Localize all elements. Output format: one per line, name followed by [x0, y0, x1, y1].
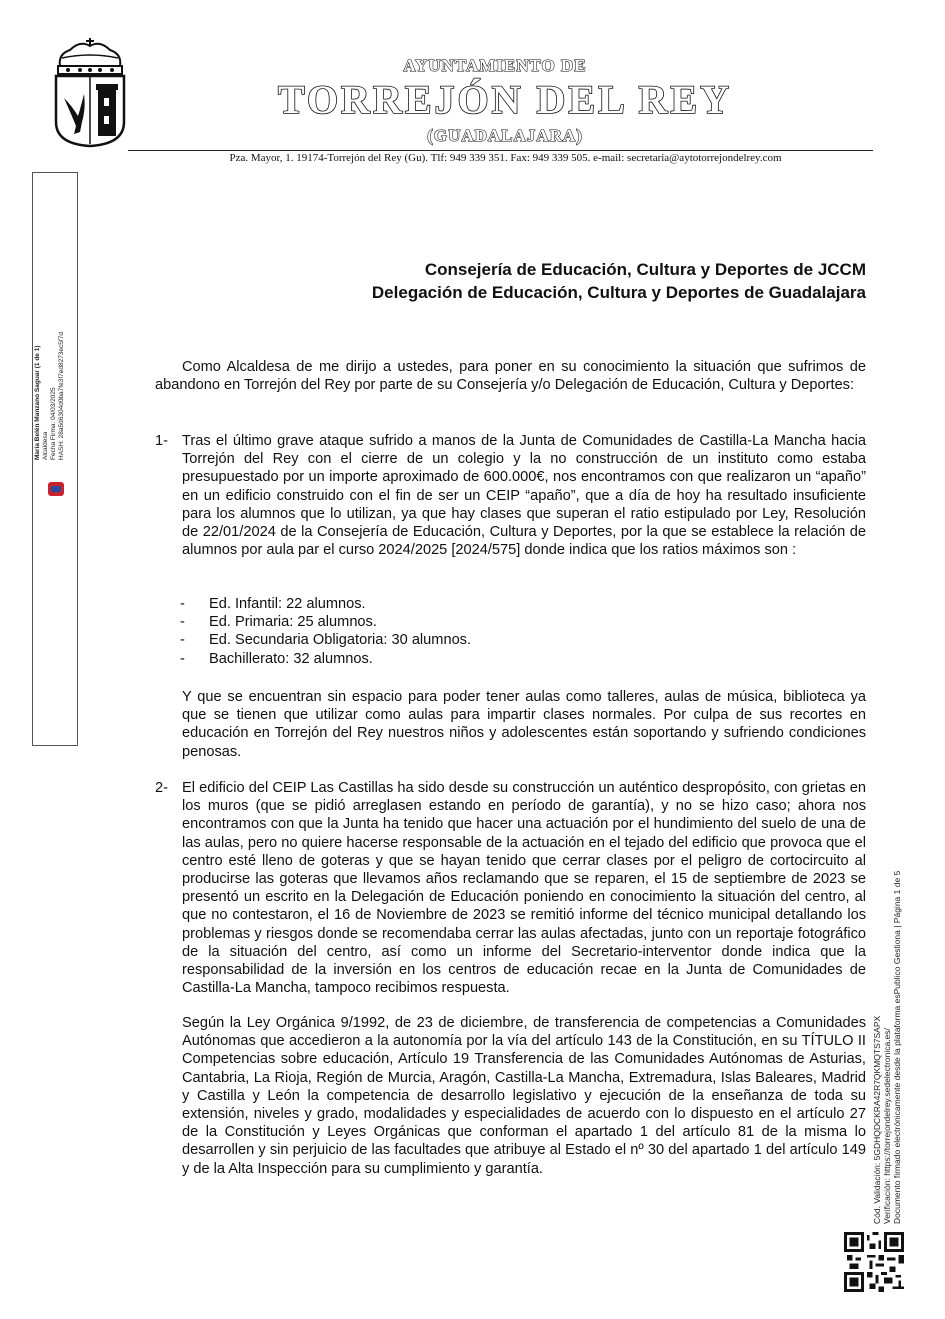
signature-hash: HASH: 28a5d6304d0ba7fe3f7ed8273ec5f7d [58, 332, 65, 460]
item-2-number: 2- [155, 780, 168, 796]
item-1-number: 1- [155, 433, 168, 449]
letterhead-line1: AYUNTAMIENTO DE [403, 56, 587, 75]
signer-name: María Belén Manzano Saguar (1 de 1) [34, 345, 41, 460]
list-item: - Ed. Secundaria Obligatoria: 30 alumnos. [180, 632, 472, 649]
list-item: - Bachillerato: 32 alumnos. [180, 650, 373, 667]
list-item: - Ed. Infantil: 22 alumnos. [180, 596, 366, 612]
ratio-primaria: Ed. Primaria: 25 alumnos. [209, 614, 377, 631]
verification-url[interactable]: Verificación: https://torrejondelrey.sedelectronica.es/ [882, 1028, 892, 1224]
ratio-list [180, 595, 471, 668]
ratio-bachillerato: Bachillerato: 32 alumnos. [209, 650, 373, 667]
ratio-infantil: Ed. Infantil: 22 alumnos. [209, 596, 366, 612]
recipient-delegacion: Delegación de Educación, Cultura y Deportes de Guadalajara [371, 283, 866, 302]
list-item: - Ed. Primaria: 25 alumnos. [180, 614, 377, 631]
letterhead-province: (GUADALAJARA) [427, 126, 583, 145]
coat-of-arms-logo [50, 36, 130, 148]
signature-seal-icon [46, 480, 66, 498]
signature-text [34, 300, 74, 460]
qr-code-icon[interactable] [844, 1232, 904, 1292]
recipients-block [200, 258, 866, 304]
item-1-followup-paragraph: Y que se encuentran sin espacio para poder tener aulas como talleres, aulas de música, biblioteca ya que se tienen que utilizar como aulas para impartir clases normales. Por culpa de sus recortes en educación en Torrejón del Rey nuestros niños y adolescentes están soportando y sufriendo condiciones penosas. [182, 689, 866, 760]
platform-note: Documento firmado electrónicamente desde la plataforma esPublico Gestiona | Página 1 de 5 [892, 870, 902, 1224]
signature-date: Fecha Firma: 04/03/2025 [50, 387, 57, 460]
verification-strip [872, 584, 912, 1224]
ratio-secundaria: Ed. Secundaria Obligatoria: 30 alumnos. [209, 632, 472, 649]
intro-paragraph: Como Alcaldesa de me dirijo a ustedes, para poner en su conocimiento la situación que sufrimos de abandono en Torrejón del Rey por parte de su Consejería y/o Delegación de Educación, Cultura y Deportes: [155, 359, 866, 394]
law-paragraph: Según la Ley Orgánica 9/1992, de 23 de diciembre, de transferencia de competencias a Comunidades Autónomas que accedieron a la autonomía por la vía del artículo 143 de la Constitución, en su TÍTULO II Competencias sobre educación, Artículo 19 Transferencia de las Comunidades Autónomas de Asturias, Cantabria, La Rioja, Región de Murcia, Aragón, Castilla-La Mancha, Extremadura, Islas Baleares, Madrid y Castilla y León la competencia de desarrollo legislativo y ejecución de la enseñanza de toda su extensión, niveles y grado, modalidades y especialidades de acuerdo con lo dispuesto en el artículo 27 de la Constitución y Leyes Orgánicas que conforman el apartado 1 del artículo 81 de la misma lo desarrollen y sin perjuicio de las facultades que atribuye al Estado el nº 30 del apartado 1 del artículo 149 y de la Alta Inspección para su cumplimiento y garantía. [182, 1015, 866, 1177]
letterhead-municipality: TORREJÓN DEL REY [277, 77, 732, 122]
item-1-paragraph: Tras el último grave ataque sufrido a manos de la Junta de Comunidades de Castilla-La Mancha hacia Torrejón del Rey con el cierre de un colegio y la no construcción de un instituto como estaba presupuestado por un importe aproximado de 600.000€, nos encontramos con que realizaron un “apaño” en un edificio construido con el fin de ser un CEIP “apaño”, que a día de hoy ha resultado insuficiente para los alumnos que lo utilizan, ya que hay clases que superan el ratio estipulado por Ley, Resolución de 22/01/2024 de la Consejería de Educación, Cultura y Deportes, por la que se establece la relación de alumnos por aula par el curso 2024/2025 [2024/575] donde indica que los ratios máximos son : [182, 433, 866, 559]
item-2-paragraph: El edificio del CEIP Las Castillas ha sido desde su construcción un auténtico despropósito, con grietas en los muros (que se pidió arreglasen estando en período de garantía), y no se hizo caso; ahora nos encontramos con que la Junta ha tenido que hacer una actuación por el hundimiento del suelo de una de las aulas, pero no quiere hacerse responsable de la actuación en el tejado del edificio que provoca que el centro esté lleno de goteras y que se hayan tenido que cerrar clases por el peligro de cortocircuito al producirse las goteras que llevamos años reclamando que se reparen, el 15 de septiembre de 2023 se presentó un escrito en la Delegación de Educación poniendo en conocimiento la situación del centro, al que no contestaron, el 16 de Noviembre de 2023 se remitió informe del técnico municipal detallando los problemas y riesgos donde se recomendaba cerrar las aulas afectadas, junto con un reportaje fotográfico de la situación del centro, así como un informe del Secretario-interventor donde indica que la responsabilidad de la inversión en los centros de educación recae en la Junta de Comunidades de Castilla-La Mancha, tampoco recibimos respuesta. [182, 780, 866, 997]
signer-role: Alcaldesa [42, 431, 49, 460]
letterhead-rule [128, 150, 873, 151]
letterhead-address: Pza. Mayor, 1. 19174-Torrejón del Rey (Gu). Tlf: 949 339 351. Fax: 949 339 505. e-mail: secretaria@aytotorrejondelrey.com [229, 152, 782, 164]
validation-code: Cód. Validación: 5GDHQDCKRA42R7QKMQTS7SAPX [872, 1015, 882, 1224]
recipient-consejeria: Consejería de Educación, Cultura y Deportes de JCCM [424, 260, 866, 279]
